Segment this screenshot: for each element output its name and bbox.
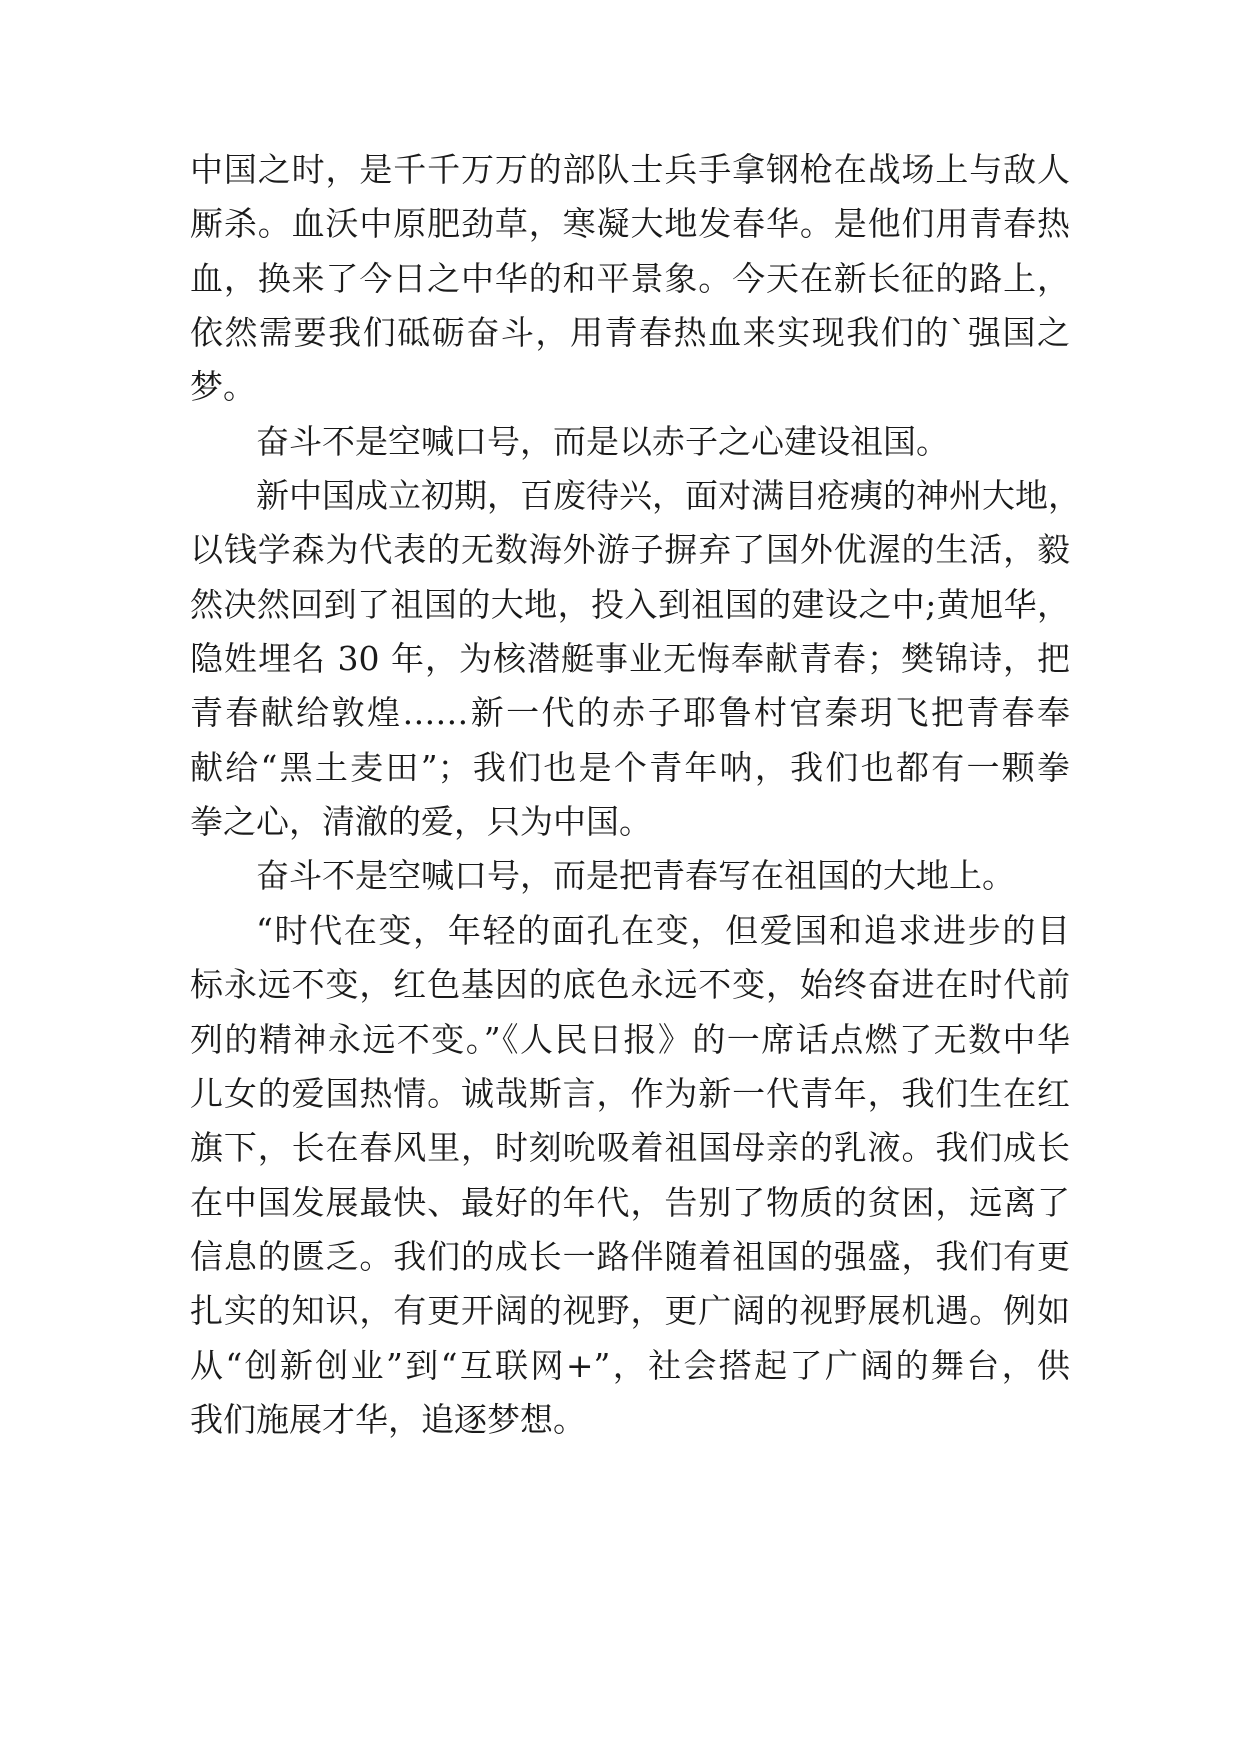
text-line: 拳之心，清澈的爱，只为中国。 <box>190 802 652 841</box>
text-line: 旗下，长在春风里，时刻吮吸着祖国母亲的乳液。我们成长 <box>190 1128 1070 1167</box>
text-line: 儿女的爱国热情。诚哉斯言，作为新一代青年，我们生在红 <box>190 1074 1070 1113</box>
text-line: 标永远不变，红色基因的底色永远不变，始终奋进在时代前 <box>190 965 1070 1004</box>
text-line: 然决然回到了祖国的大地，投入到祖国的建设之中;黄旭华， <box>190 585 1070 624</box>
text-line: 在中国发展最快、最好的年代，告别了物质的贫困，远离了 <box>190 1183 1070 1222</box>
text-line: 厮杀。血沃中原肥劲草，寒凝大地发春华。是他们用青春热 <box>190 204 1070 243</box>
text-line: 从“创新创业”到“互联网+”，社会搭起了广阔的舞台，供 <box>190 1346 1070 1385</box>
paragraph-heading: 奋斗不是空喊口号，而是以赤子之心建设祖国。 <box>256 422 949 461</box>
text-line: 血，换来了今日之中华的和平景象。今天在新长征的路上， <box>190 259 1070 298</box>
text-line: 扎实的知识，有更开阔的视野，更广阔的视野展机遇。例如 <box>190 1291 1070 1330</box>
text-line: 我们施展才华，追逐梦想。 <box>190 1400 586 1439</box>
text-line: 献给“黑土麦田”；我们也是个青年呐，我们也都有一颗拳 <box>190 748 1070 787</box>
text-line: 梦。 <box>190 367 256 406</box>
text-line: 新中国成立初期，百废待兴，面对满目疮痍的神州大地， <box>256 476 1081 515</box>
text-line: 青春献给敦煌……新一代的赤子耶鲁村官秦玥飞把青春奉 <box>190 693 1070 732</box>
paragraph-heading: 奋斗不是空喊口号，而是把青春写在祖国的大地上。 <box>256 856 1015 895</box>
text-line: “时代在变，年轻的面孔在变，但爱国和追求进步的目 <box>256 911 1070 950</box>
text-line: 以钱学森为代表的无数海外游子摒弃了国外优渥的生活，毅 <box>190 530 1070 569</box>
text-line: 依然需要我们砥砺奋斗，用青春热血来实现我们的`强国之 <box>190 313 1070 352</box>
text-line: 中国之时，是千千万万的部队士兵手拿钢枪在战场上与敌人 <box>190 150 1070 189</box>
text-line: 信息的匮乏。我们的成长一路伴随着祖国的强盛，我们有更 <box>190 1237 1070 1276</box>
text-line: 列的精神永远不变。”《人民日报》的一席话点燃了无数中华 <box>190 1020 1070 1059</box>
text-line: 隐姓埋名 30 年，为核潜艇事业无悔奉献青春；樊锦诗，把 <box>190 639 1070 678</box>
